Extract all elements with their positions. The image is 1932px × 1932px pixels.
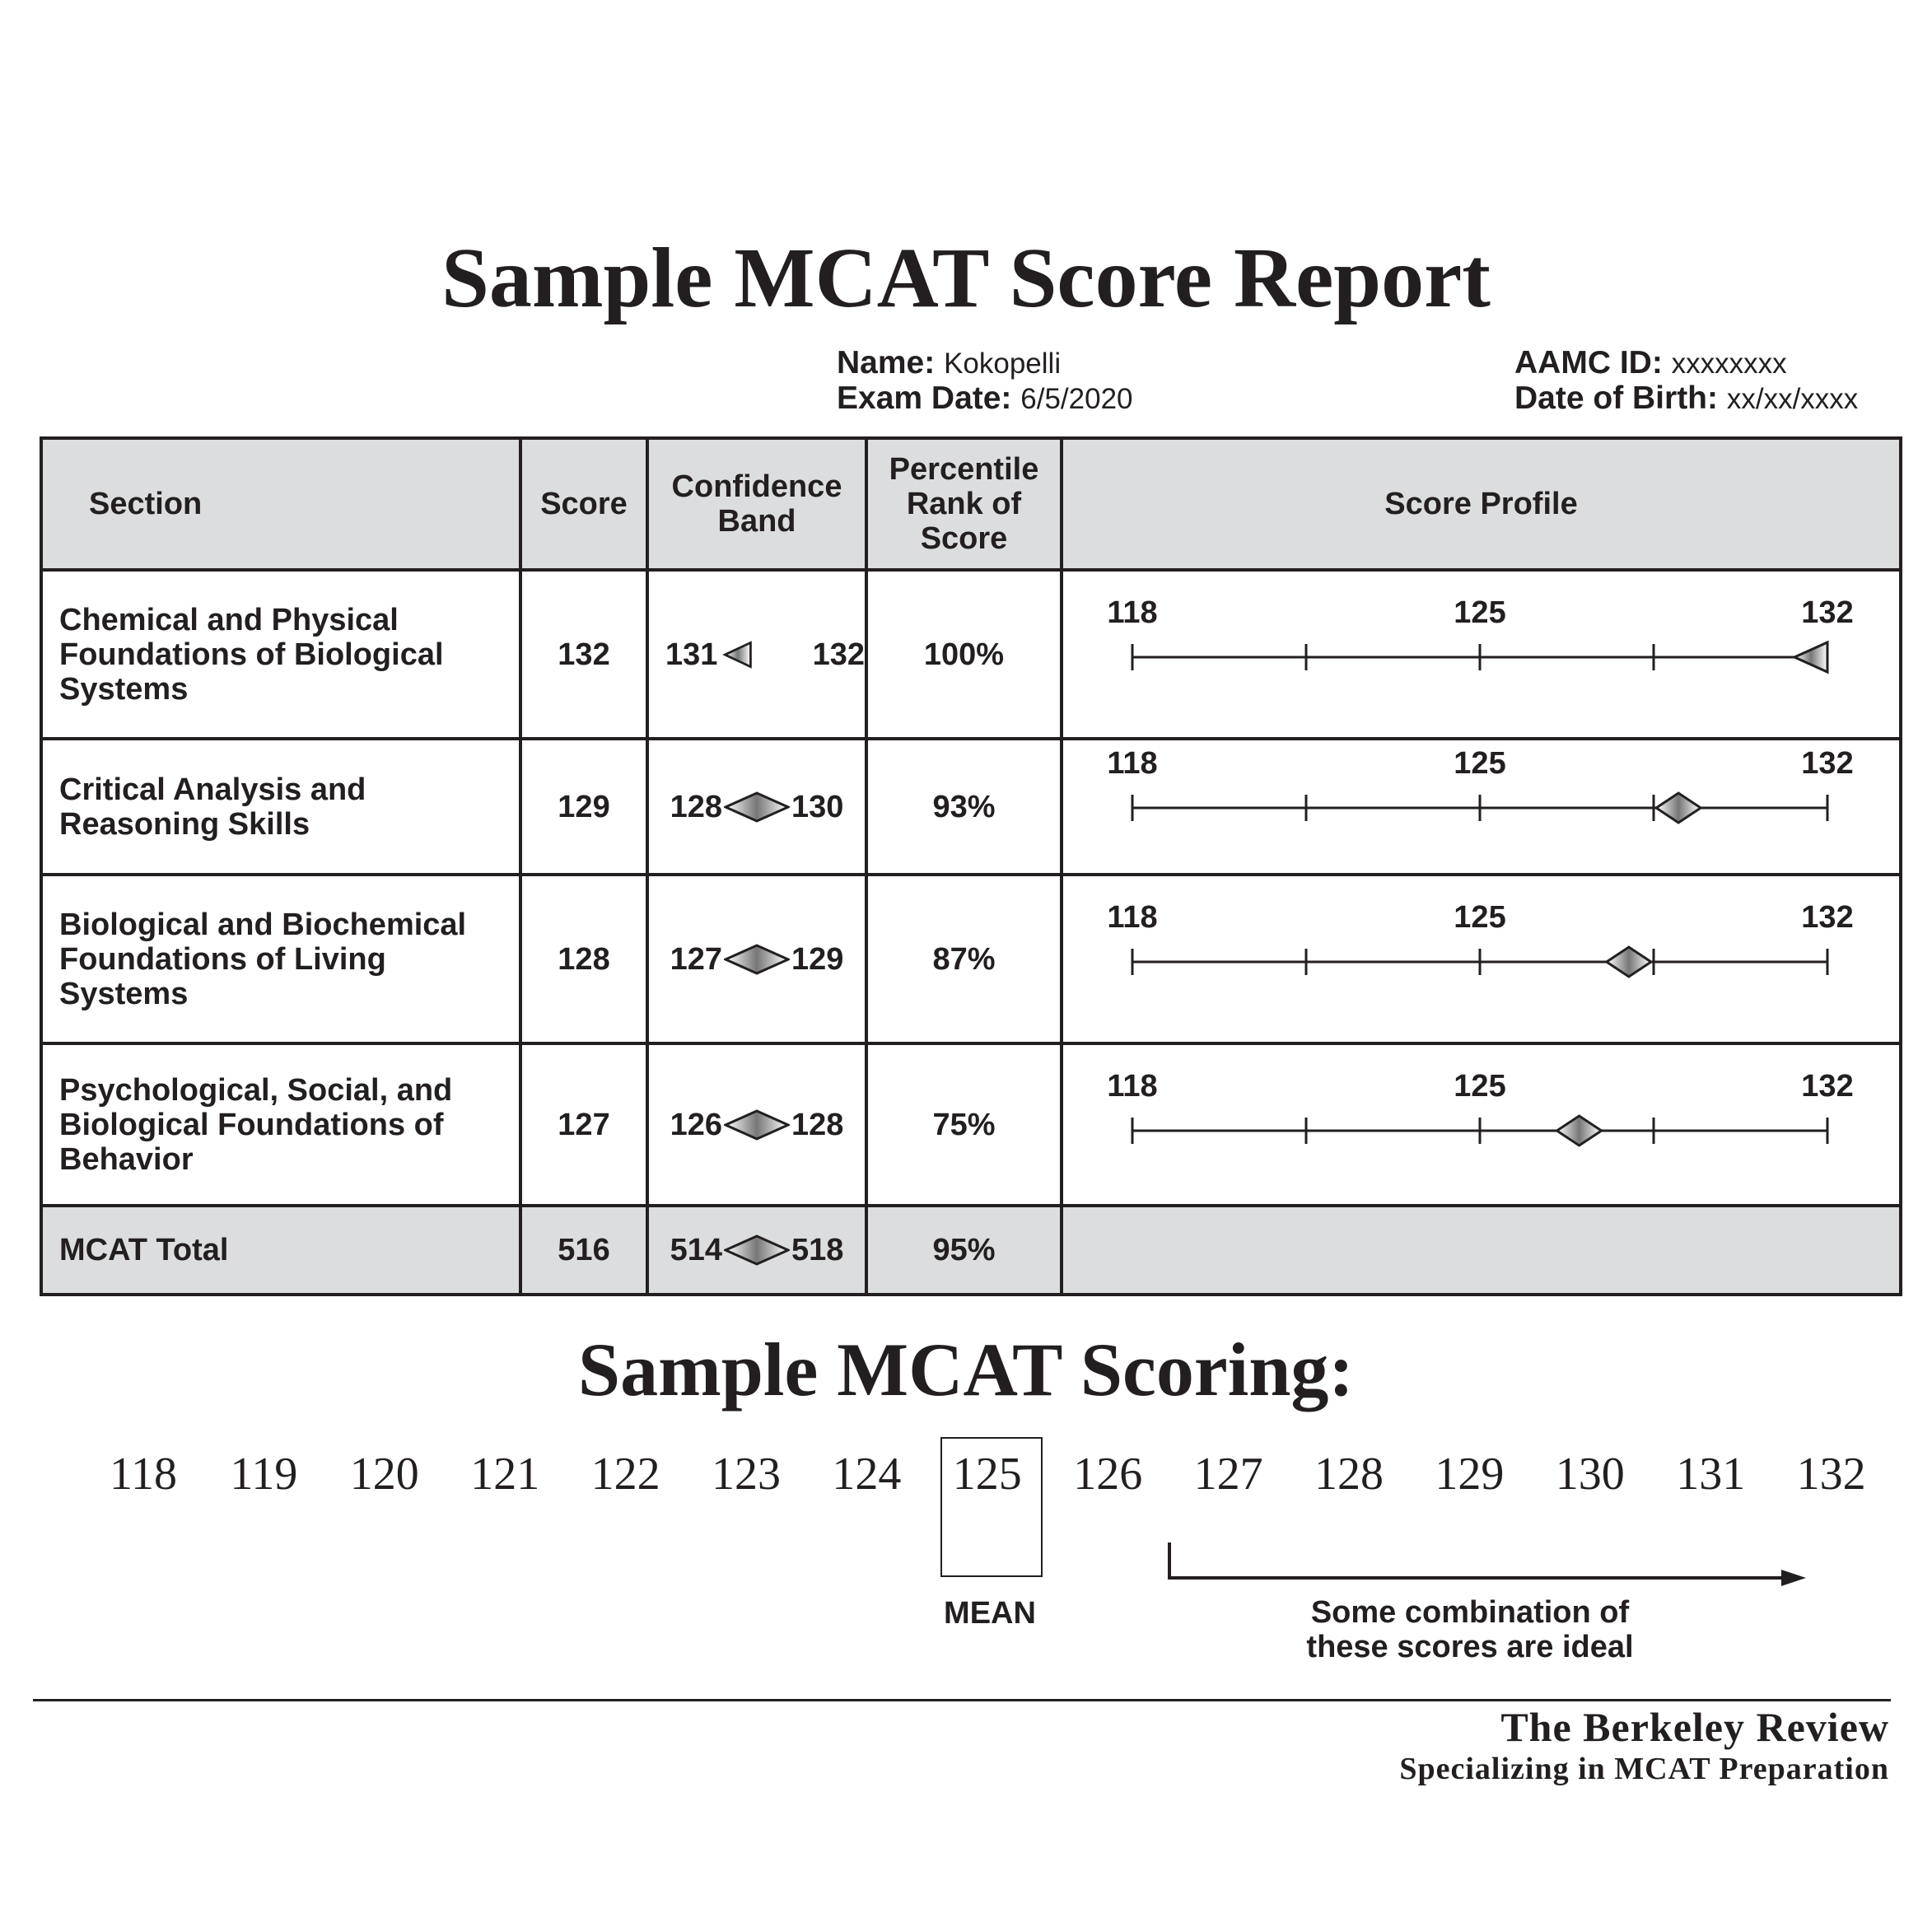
half-diamond-icon [719,638,779,671]
row-confidence-band [647,739,866,875]
candidate-ids [1514,346,1858,417]
aamc-id-label: AAMC ID: [1514,345,1663,380]
scale-value: 123 [712,1449,781,1500]
band-low: 126 [670,1107,722,1142]
tick-label-max: 132 [1801,1069,1854,1104]
row-section: Biological and Biochemical Foundations of Living Systems [41,875,520,1043]
scale-value: 125 [952,1449,1022,1500]
scale-value: 126 [1073,1449,1143,1500]
row-score-profile [1062,570,1901,739]
row-percentile: 75% [866,1043,1062,1206]
aamc-id-value: xxxxxxxx [1671,348,1787,380]
total-score: 516 [520,1206,647,1295]
total-confidence-band [647,1206,866,1295]
scale-value: 128 [1314,1449,1384,1500]
tick-label-mid: 125 [1454,900,1506,935]
exam-date-value: 6/5/2020 [1020,383,1133,415]
mean-label: MEAN [944,1596,1036,1631]
dob-value: xx/xx/xxxx [1726,383,1859,415]
total-section: MCAT Total [41,1206,520,1295]
score-profile-chart [1065,740,1897,866]
row-score-profile [1062,875,1901,1043]
header-confidence-band: Confidence Band [647,438,866,570]
diamond-icon [724,1108,790,1141]
row-score-profile [1062,1043,1901,1206]
scale-value: 130 [1555,1449,1625,1500]
scale-value: 118 [110,1449,177,1500]
scale-value: 131 [1676,1449,1746,1500]
row-section: Psychological, Social, and Biological Foundations of Behavior [41,1043,520,1206]
tick-label-min: 118 [1107,746,1158,781]
header-score: Score [520,438,647,570]
tick-label-min: 118 [1107,1069,1158,1104]
band-high: 130 [791,789,844,824]
scale-value: 120 [349,1449,419,1500]
band-high: 128 [791,1107,844,1142]
row-section: Chemical and Physical Foundations of Biological Systems [41,570,520,739]
scale-value: 124 [832,1449,902,1500]
total-row [41,1206,1901,1295]
score-profile-chart [1065,572,1897,730]
row-section: Critical Analysis and Reasoning Skills [41,739,520,875]
scale-value: 132 [1796,1449,1866,1500]
row-score-profile [1062,739,1901,875]
total-band-low: 514 [670,1233,722,1267]
brand-block [1399,1703,1889,1787]
row-percentile: 100% [866,570,1062,739]
scale-value: 119 [230,1449,298,1500]
band-high: 132 [812,637,865,672]
name-value: Kokopelli [944,348,1062,380]
row-score: 128 [520,875,647,1043]
score-profile-chart [1065,1045,1897,1197]
scale-value: 121 [470,1449,540,1500]
scale-value: 127 [1193,1449,1263,1500]
row-percentile: 87% [866,875,1062,1043]
row-confidence-band [647,570,866,739]
row-score: 127 [520,1043,647,1206]
tick-label-mid: 125 [1454,1069,1506,1104]
band-high: 129 [791,941,844,977]
table-row [41,875,1901,1043]
brand-name: The Berkeley Review [1500,1704,1889,1750]
row-score: 129 [520,739,647,875]
row-confidence-band [647,1043,866,1206]
band-low: 131 [665,637,718,672]
header-percentile: Percentile Rank of Score [866,438,1062,570]
scale-value: 129 [1435,1449,1505,1500]
diamond-icon [724,791,790,824]
table-row [41,1043,1901,1206]
header-score-profile: Score Profile [1062,438,1901,570]
name-label: Name: [837,345,936,380]
ideal-range-arrow [1165,1538,1808,1588]
tick-label-min: 118 [1107,900,1158,935]
mean-box [940,1437,1043,1577]
confidence-band-marker [1794,642,1827,672]
table-row [41,570,1901,739]
ideal-note: Some combination of these scores are ideal [1306,1595,1634,1664]
table-header-row [41,438,1901,570]
dob-label: Date of Birth: [1514,380,1718,416]
diamond-icon [724,1234,790,1267]
row-confidence-band [647,875,866,1043]
confidence-band-marker [1557,1116,1602,1146]
confidence-band-marker [1607,947,1651,977]
total-band-high: 518 [791,1233,844,1267]
row-percentile: 93% [866,739,1062,875]
tick-label-mid: 125 [1454,746,1506,781]
tick-label-max: 132 [1801,746,1854,781]
scoring-title: Sample MCAT Scoring: [577,1328,1355,1412]
report-title: Sample MCAT Score Report [441,231,1491,325]
tick-label-max: 132 [1801,900,1854,935]
tick-label-max: 132 [1801,595,1854,630]
candidate-info [837,346,1133,417]
header-section: Section [41,438,520,570]
band-low: 127 [670,941,722,977]
exam-date-label: Exam Date: [837,380,1012,416]
table-row [41,739,1901,875]
score-profile-chart [1065,876,1897,1034]
total-profile-empty [1062,1206,1901,1295]
brand-tagline: Specializing in MCAT Preparation [1399,1752,1889,1786]
footer-divider [33,1699,1891,1701]
total-percentile: 95% [866,1206,1062,1295]
band-low: 128 [670,789,722,824]
tick-label-mid: 125 [1454,595,1506,630]
diamond-icon [724,943,790,976]
score-table [40,436,1902,1296]
scale-value: 122 [590,1449,660,1500]
confidence-band-marker [1656,793,1701,823]
row-score: 132 [520,570,647,739]
tick-label-min: 118 [1107,595,1158,630]
